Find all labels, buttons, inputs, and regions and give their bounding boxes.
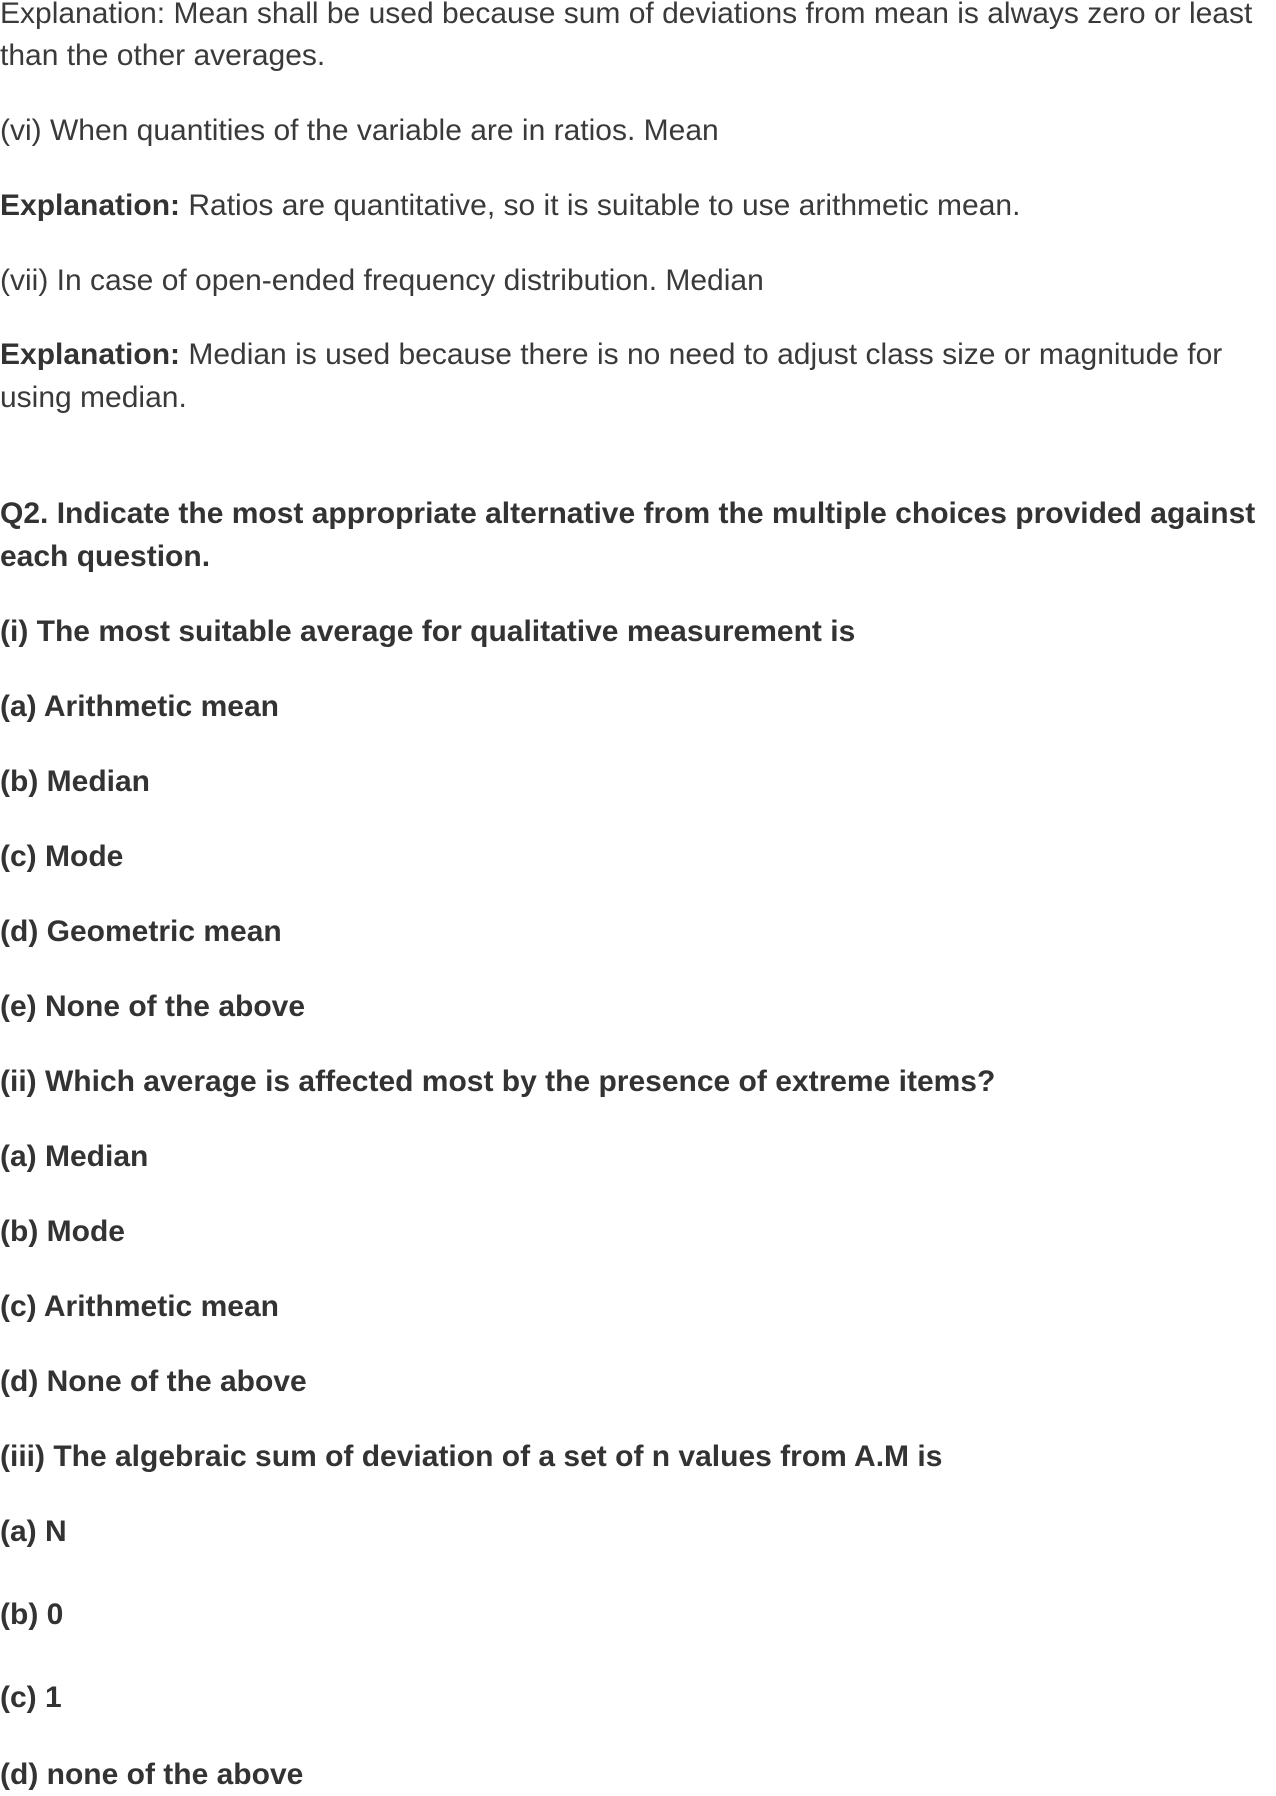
question-i: (i) The most suitable average for qualitative measurement is [0, 615, 856, 648]
question-heading: Q2. Indicate the most appropriate alternative from the multiple choices provided against [0, 497, 1256, 530]
answer-item-vi: (vi) When quantities of the variable are in ratios. Mean [0, 114, 719, 147]
explanation-vi [0, 184, 1020, 227]
option: (b) 0 [0, 1598, 64, 1631]
explanation-vii [0, 333, 1222, 376]
explanation-text: Median is used because there is no need to adjust class size or magnitude for [180, 338, 1223, 371]
option: (b) Median [0, 765, 150, 798]
option: (c) Arithmetic mean [0, 1290, 279, 1323]
option: (d) none of the above [0, 1758, 304, 1791]
option: (c) Mode [0, 840, 124, 873]
question-ii: (ii) Which average is affected most by the presence of extreme items? [0, 1065, 996, 1098]
explanation-text: Ratios are quantitative, so it is suitable to use arithmetic mean. [180, 189, 1021, 222]
option: (a) Median [0, 1140, 149, 1173]
option: (e) None of the above [0, 990, 306, 1023]
explanation-label: Explanation: [0, 189, 181, 222]
explanation-line: Explanation: Mean shall be used because sum of deviations from mean is always zero or least [0, 0, 1253, 30]
question-iii: (iii) The algebraic sum of deviation of a set of n values from A.M is [0, 1440, 943, 1473]
explanation-line: than the other averages. [0, 39, 326, 72]
option: (b) Mode [0, 1215, 125, 1248]
option: (a) Arithmetic mean [0, 690, 279, 723]
option: (d) Geometric mean [0, 915, 282, 948]
option: (d) None of the above [0, 1365, 307, 1398]
option: (a) N [0, 1515, 67, 1548]
explanation-text: using median. [0, 381, 187, 414]
answer-item-vii: (vii) In case of open-ended frequency distribution. Median [0, 264, 764, 297]
explanation-label: Explanation: [0, 338, 181, 371]
option: (c) 1 [0, 1681, 62, 1714]
question-heading: each question. [0, 540, 211, 573]
